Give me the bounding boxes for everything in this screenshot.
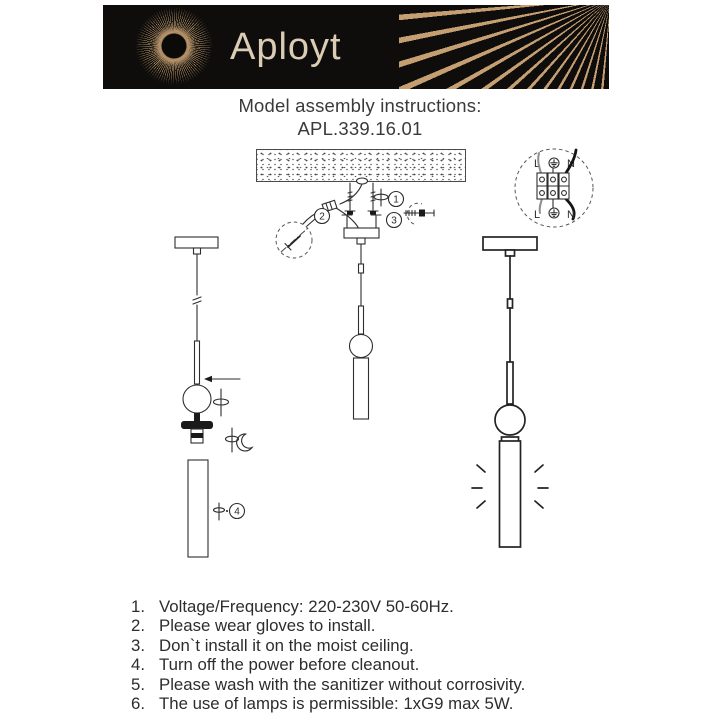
instruction-item [131,597,611,616]
assembly-diagram [90,140,630,590]
instruction-item [131,616,611,635]
sphere [350,335,373,358]
model-number: APL.339.16.01 [297,117,423,139]
brand-banner [103,5,609,89]
instruction-item [131,675,611,694]
instruction-item [131,655,611,674]
item-text: Turn off the power before cleanout. [159,655,420,675]
svg-text:2: 2 [319,211,325,223]
terminal-detail-drawing [515,149,593,227]
cylinder-shade [188,460,208,557]
item-number: 6. [131,694,145,714]
item-number: 3. [131,635,145,655]
canopy [175,237,218,248]
ceiling-hole [357,178,368,184]
rotate-bulb-icon [226,428,253,452]
mounting-bracket [342,215,381,228]
item-text: Don`t install it on the moist ceiling. [159,635,414,655]
cylinder-shade [354,358,369,419]
shade-tube-drawing [188,460,245,557]
brand-name: Aployt [230,26,342,68]
terminal-label-neutral: N [567,158,575,170]
instructions-list [131,597,611,713]
item-number: 2. [131,616,145,636]
callout-4 [214,503,245,520]
mounting-step-drawing [276,178,434,419]
item-text: Please wash with the sanitizer without corrosivity. [159,674,526,694]
item-number: 4. [131,655,145,675]
svg-text:1: 1 [393,194,399,206]
sphere [183,385,211,413]
rod [195,341,200,384]
parts-step-drawing [175,237,252,452]
mounting-screws [345,183,378,215]
terminal-label-neutral: N [567,209,575,221]
finished-lamp-drawing [472,237,548,547]
canopy [483,237,537,250]
starburst-logo-icon [134,6,214,86]
instruction-item [131,694,611,713]
ground-icon [549,208,559,218]
item-text: Please wear gloves to install. [159,616,376,636]
sphere [495,405,525,435]
item-number: 5. [131,674,145,694]
callout-1 [374,189,404,207]
terminal-label-live: L [533,209,541,221]
cylinder-shade [500,441,521,547]
item-text: Voltage/Frequency: 220-230V 50-60Hz. [159,597,454,616]
rod [359,306,364,334]
cord-grip [508,299,513,308]
page-title: Model assembly instructions: [238,95,482,116]
item-number: 1. [131,597,145,616]
canopy [344,228,379,238]
insert-arrow-icon [204,376,240,382]
corner-rays-icon [399,5,609,89]
callout-3 [387,203,435,227]
callout-2 [276,209,330,259]
title-block [110,95,610,140]
terminal-label-live: L [533,158,541,170]
ground-icon [549,158,559,168]
rotation-axis-icon [214,389,229,416]
lamp-holder [181,421,213,429]
svg-text:4: 4 [234,506,240,518]
instruction-item [131,636,611,655]
svg-text:3: 3 [391,215,397,227]
cord-grip [359,264,364,273]
item-text: The use of lamps is permissible: 1xG9 max 5W. [159,694,514,714]
rod [507,362,513,404]
terminal-block [537,173,569,199]
